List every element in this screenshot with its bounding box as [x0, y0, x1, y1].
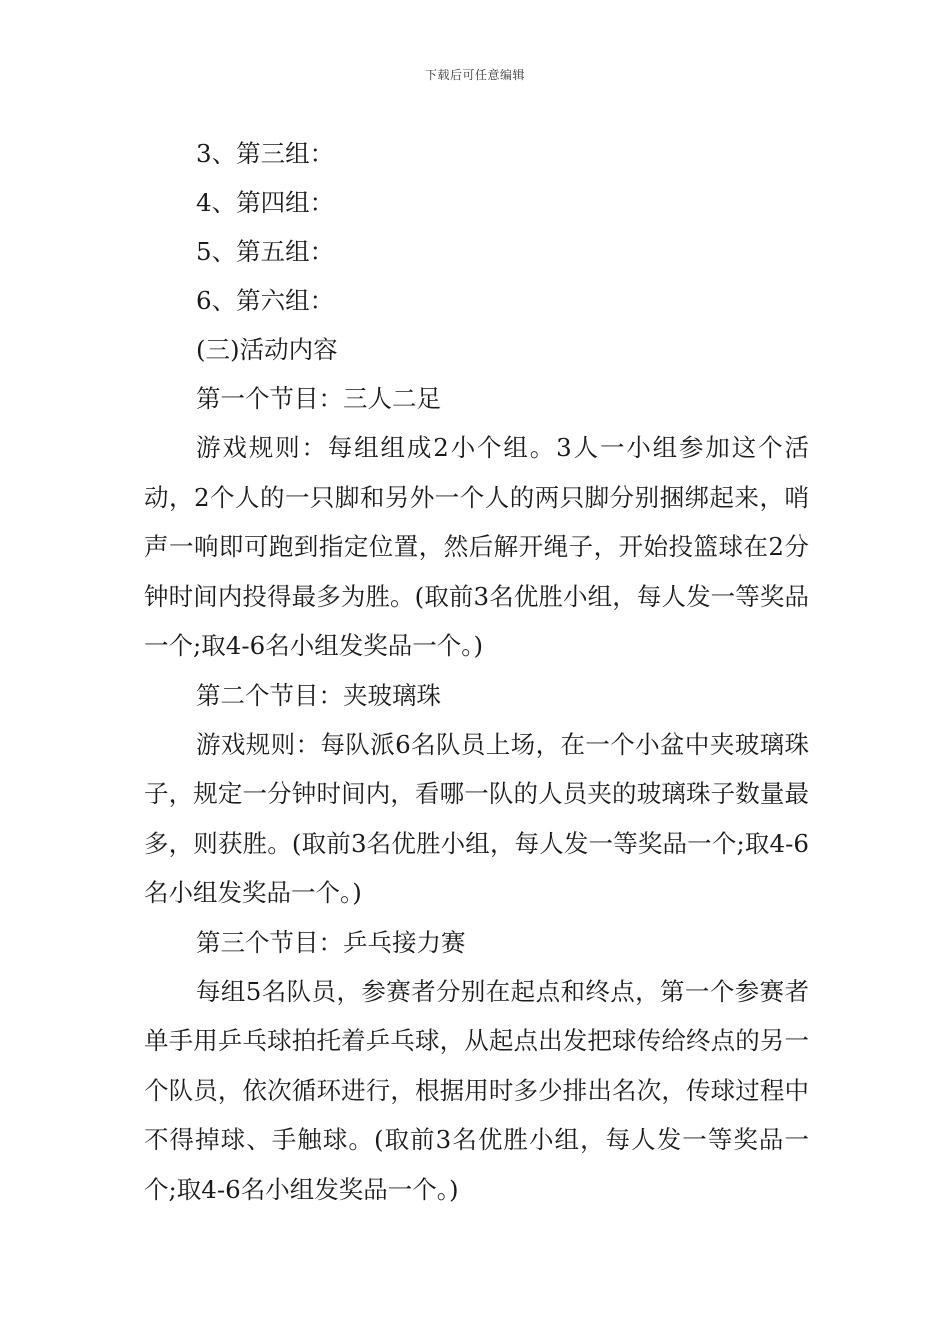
- program-2-rule: 游戏规则：每队派6名队员上场，在一个小盆中夹玻璃珠子，规定一分钟时间内，看哪一队的人员夹的玻璃珠子数量最多，则获胜。(取前3名优胜小组，每人发一等奖品一个;取4-6名小组发奖品一个。): [144, 729, 809, 907]
- section-heading: (三)活动内容: [196, 335, 338, 364]
- page-header: 下载后可任意编辑: [424, 68, 525, 82]
- list-item-group-3: 3、第三组：: [196, 139, 335, 168]
- document-body: [144, 129, 809, 1214]
- program-2-title: 第二个节目：夹玻璃珠: [196, 680, 441, 710]
- program-1-rule: 游戏规则：每组组成2小个组。3人一小组参加这个活动，2个人的一只脚和另外一个人的两只脚分别捆绑起来，哨声一响即可跑到指定位置，然后解开绳子，开始投篮球在2分钟时间内投得最多为胜。(取前3名优胜小组，每人发一等奖品一个;取4-6名小组发奖品一个。): [144, 433, 809, 660]
- list-item-group-6: 6、第六组：: [196, 286, 335, 315]
- program-3-title: 第三个节目：乒乓接力赛: [196, 927, 466, 957]
- list-item-group-5: 5、第五组：: [196, 237, 335, 266]
- program-1-title: 第一个节目：三人二足: [196, 384, 441, 413]
- program-3-rule: 每组5名队员，参赛者分别在起点和终点，第一个参赛者单手用乒乓球拍托着乒乓球，从起点出发把球传给终点的另一个队员，依次循环进行，根据用时多少排出名次，传球过程中不得掉球、手触球。(取前3名优胜小组，每人发一等奖品一个;取4-6名小组发奖品一个。): [144, 976, 809, 1204]
- list-item-group-4: 4、第四组：: [196, 188, 335, 217]
